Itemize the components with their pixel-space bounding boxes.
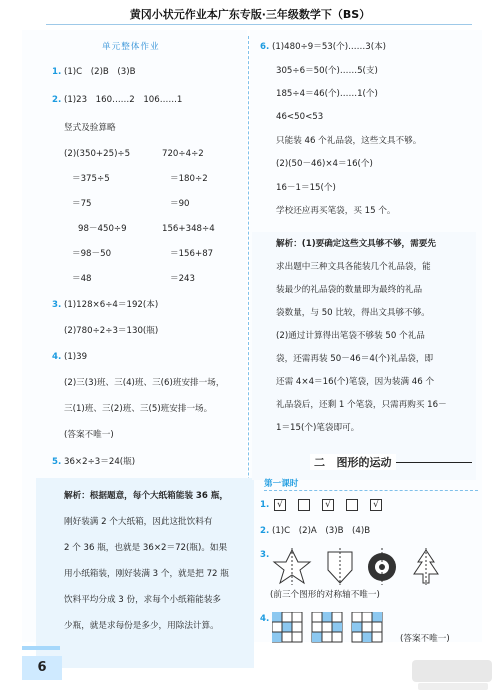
calc-row: ＝243 — [170, 274, 195, 284]
calc-row: (2)(350+25)÷5 — [64, 149, 131, 159]
q6-line: 185÷4＝46(个)……1(个) — [276, 89, 378, 99]
q4-answer: 4. (1)39 — [52, 352, 88, 362]
calc-row: ＝156+87 — [170, 249, 214, 259]
checkbox — [298, 499, 310, 511]
q3-note: (前三个图形的对称轴不唯一) — [270, 590, 380, 600]
analysis-line: 刚好装满 2 个大纸箱，因此这批饮料有 — [64, 517, 213, 527]
analysis-line: 求出题中三种文具各能装几个礼品袋，能 — [276, 262, 431, 272]
lesson-title: 第一课时 — [264, 479, 299, 489]
analysis-line: (2)通过计算得出笔袋不够装 50 个礼品 — [276, 331, 425, 341]
calc-row: ＝98－50 — [72, 249, 112, 259]
chapter-heading — [250, 452, 478, 472]
page-number: 6 — [22, 656, 62, 680]
watermark-logo-icon — [412, 656, 494, 692]
q2-answer: 2. (1)23 160……2 106……1 — [52, 95, 183, 105]
analysis-line: 袋，还需再装 50－46＝4(个)礼品袋，即 — [276, 354, 434, 364]
analysis-line: 用小纸箱装，刚好装满 3 个，就是把 72 瓶 — [64, 569, 229, 579]
header-rule — [46, 24, 472, 25]
q6-line: (2)(50－46)×4＝16(个) — [276, 159, 373, 169]
header-title: 黄冈小状元作业本广东专版·三年级数学下（BS） — [129, 8, 371, 21]
q6-line: 学校还应再买笔袋，买 15 个。 — [276, 206, 396, 216]
calc-row: 98－450÷9 — [78, 224, 127, 234]
analysis-line: 解析：根据题意，每个大纸箱能装 36 瓶， — [64, 491, 229, 501]
grid-figure — [352, 612, 382, 642]
calc-row: ＝180÷2 — [170, 174, 208, 184]
analysis-line: 装最少的礼品袋的数量即为最终的礼品 — [276, 285, 423, 295]
calc-row: ＝375÷5 — [72, 174, 110, 184]
calc-row: 156+348÷4 — [162, 224, 215, 234]
calc-row: 720÷4÷2 — [162, 149, 204, 159]
calc-row: ＝90 — [170, 199, 190, 209]
calc-row: ＝48 — [72, 274, 92, 284]
q6-line: 只能装 46 个礼品袋，这些文具不够。 — [276, 136, 422, 146]
q4-note: (答案不唯一) — [64, 430, 114, 440]
checkbox: √ — [370, 499, 382, 511]
q2-answer: 2. (1)C (2)A (3)B (4)B — [260, 526, 371, 536]
grid-figure — [312, 612, 342, 642]
q4-answer-2: (2)三(3)班、三(4)班、三(6)班安排一场， — [64, 378, 225, 388]
calc-row: ＝75 — [72, 199, 92, 209]
q6-line: 16－1＝15(个) — [276, 183, 336, 193]
lesson-divider — [264, 490, 478, 491]
checkbox: √ — [274, 499, 286, 511]
q3-label: 3. — [260, 550, 270, 560]
q6-line: 46<50<53 — [276, 112, 324, 122]
chapter-title: 二 图形的运动 — [310, 454, 396, 470]
analysis-line: 饮料平均分成 3 份，求每个小纸箱能装多 — [64, 595, 222, 605]
analysis-line: 还需 4×4＝16(个)笔袋，因为装满 46 个 — [276, 377, 435, 387]
star-shape-icon — [274, 548, 310, 585]
q2-sub: 竖式及验算略 — [64, 123, 116, 133]
analysis-line: 2 个 36 瓶，也就是 36×2＝72(瓶)。如果 — [64, 543, 228, 553]
shield-shape-icon — [328, 548, 352, 585]
analysis-line: 少瓶，就是求每份是多少，用除法计算。 — [64, 621, 219, 631]
q1-label: 1. — [260, 500, 270, 510]
section-title: 单元整体作业 — [102, 42, 160, 52]
q4-note: (答案不唯一) — [400, 634, 450, 644]
analysis-line: 解析：(1)要确定这些文具够不够，需要先 — [276, 239, 436, 249]
q4-answer-3: 三(1)班、三(2)班、三(5)班安排一场。 — [64, 404, 213, 414]
q6-answer: 6. (1)480÷9＝53(个)……3(本) — [260, 42, 387, 52]
analysis-line: 1＝15(个)笔袋即可。 — [276, 423, 360, 433]
q6-line: 305÷6＝50(个)……5(支) — [276, 66, 378, 76]
symmetric-shapes — [272, 548, 462, 586]
checkbox: √ — [322, 499, 334, 511]
grid-figure — [272, 612, 302, 642]
page-header — [0, 6, 500, 22]
q3-answer-2: (2)780÷2÷3＝130(瓶) — [64, 326, 159, 336]
analysis-line: 礼品袋后，还剩 1 个笔袋，只需再购买 16－ — [276, 400, 447, 410]
page-number-strip — [22, 646, 60, 650]
q4-label: 4. — [260, 614, 270, 624]
q3-answer: 3. (1)128×6÷4＝192(本) — [52, 300, 159, 310]
analysis-line: 袋数量，与 50 比较，得出文具够不够。 — [276, 308, 430, 318]
flower-shape-icon — [368, 548, 396, 585]
q5-answer: 5. 36×2÷3＝24(瓶) — [52, 457, 136, 467]
tree-shape-icon — [414, 548, 438, 585]
q1-answer: 1. (1)C (2)B (3)B — [52, 67, 136, 77]
checkbox — [346, 499, 358, 511]
